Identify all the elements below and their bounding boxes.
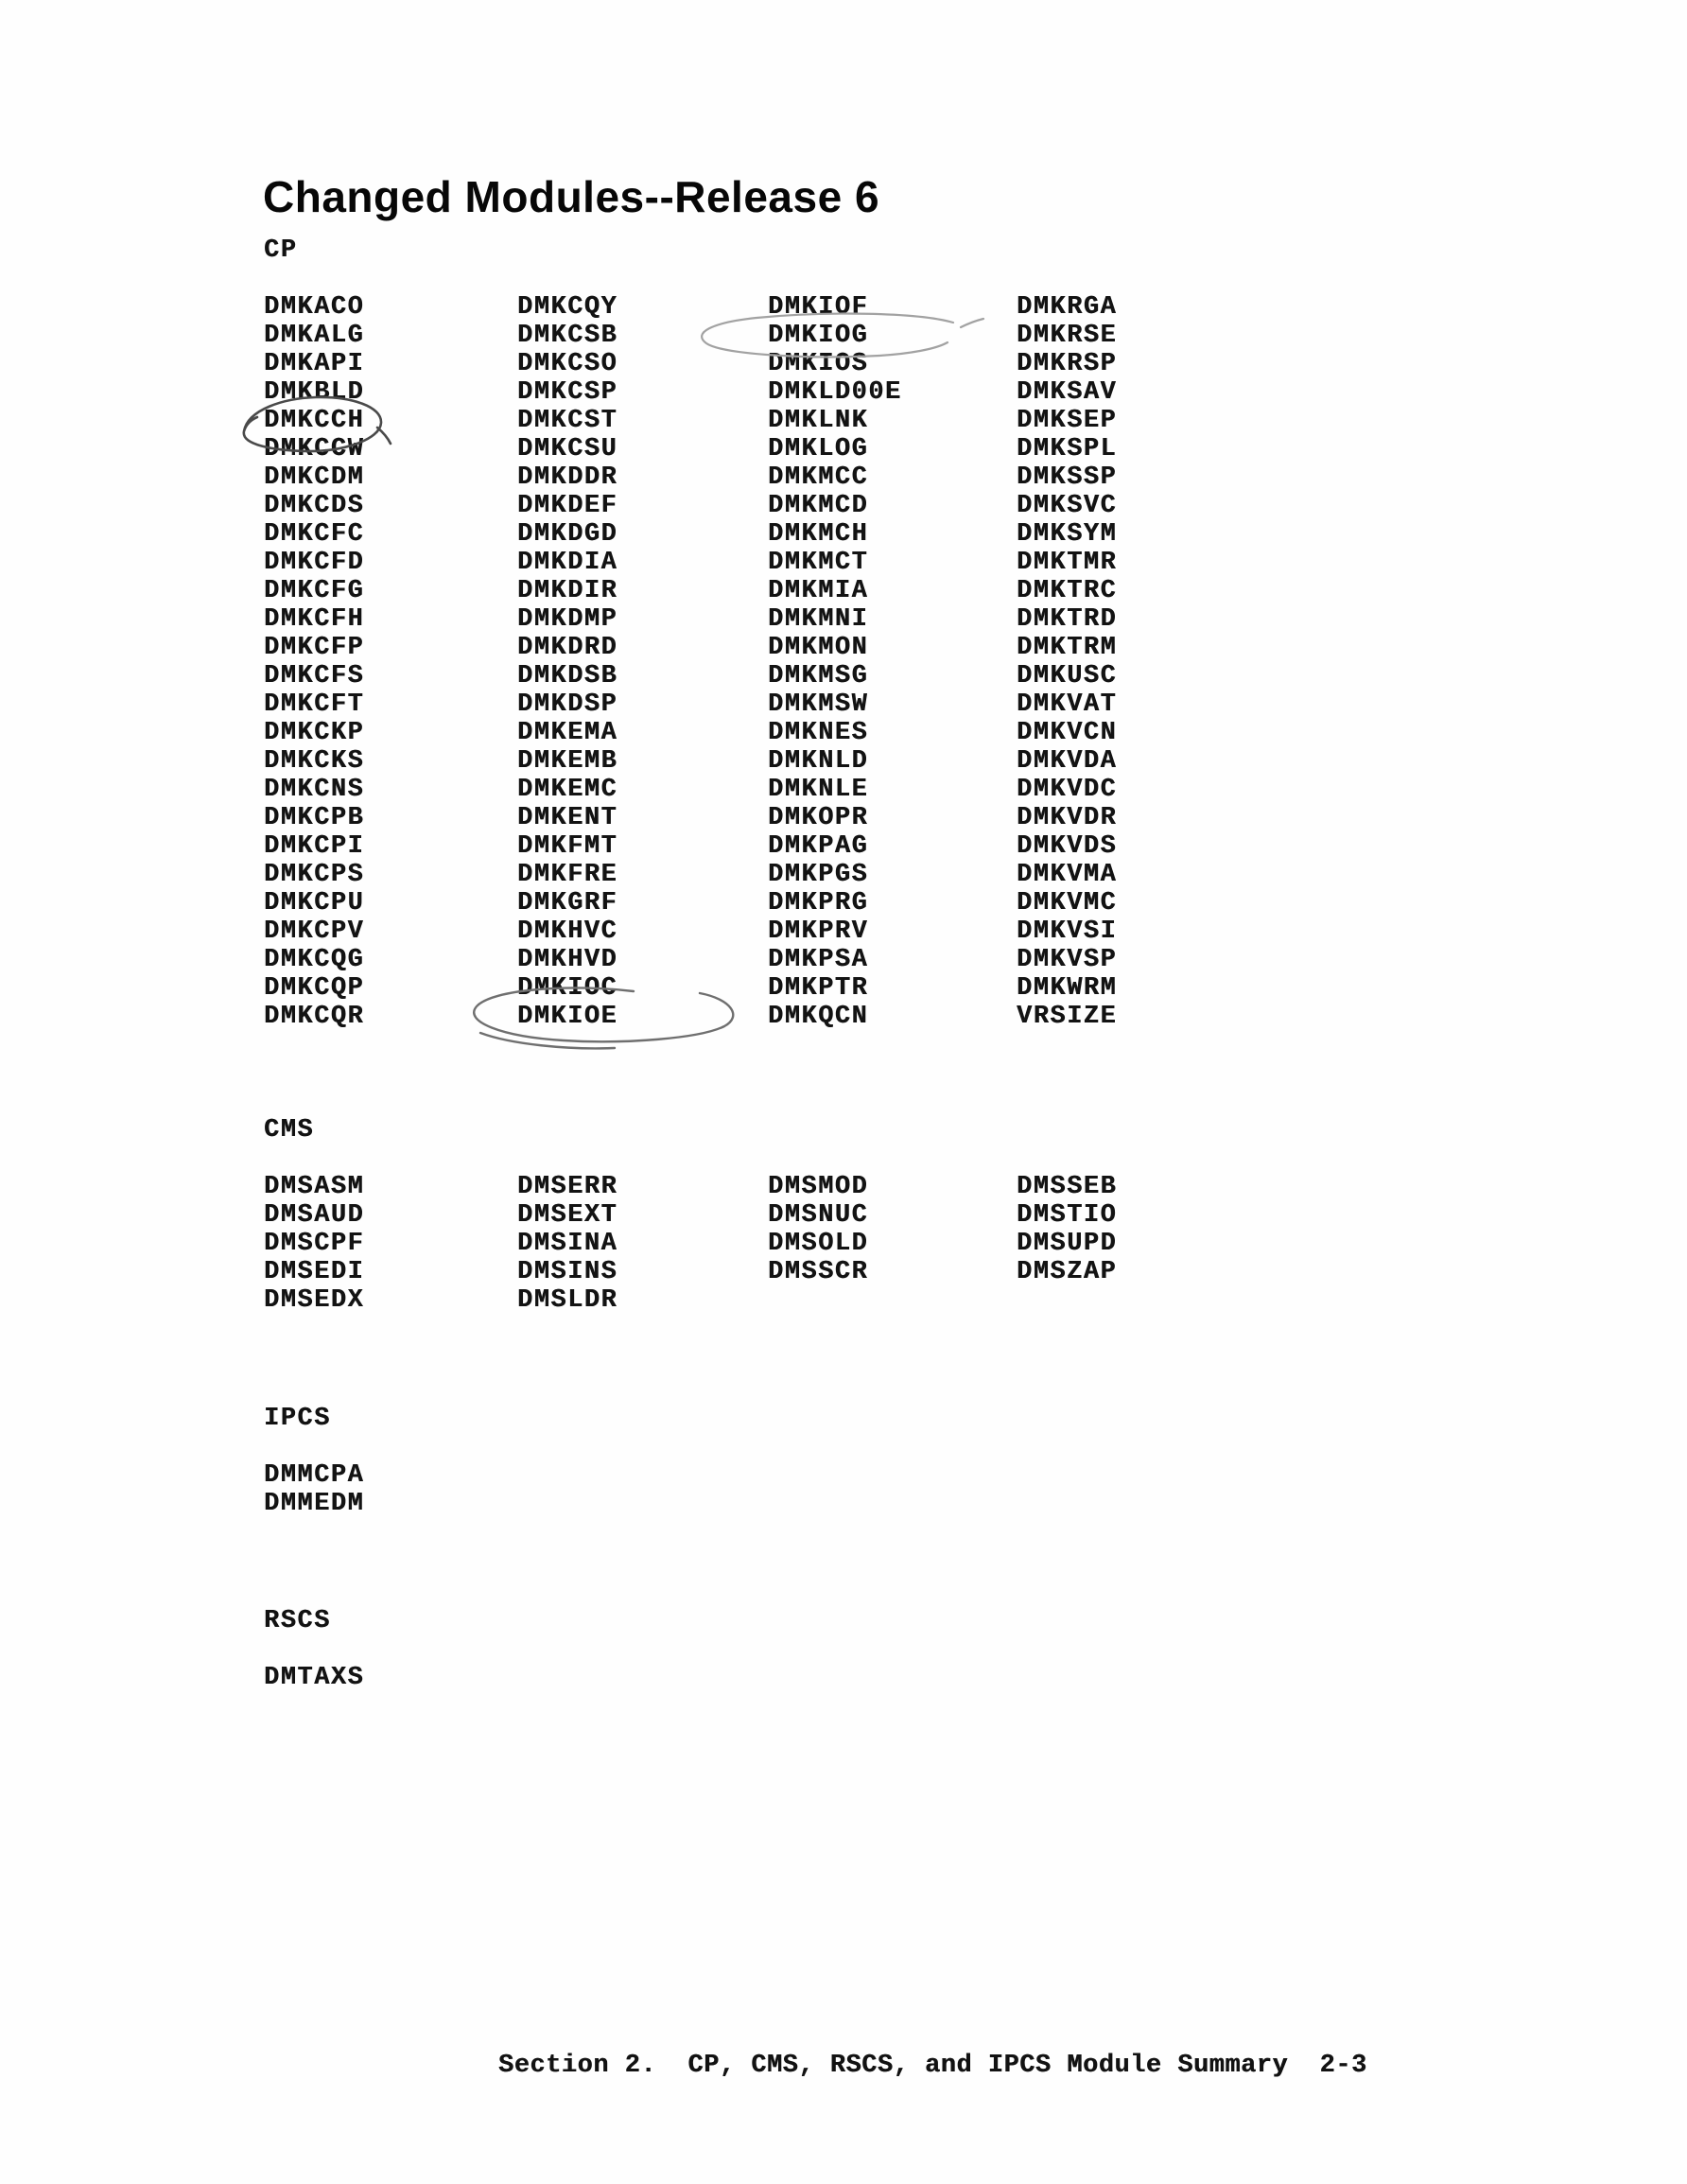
module-name: DMKVDA	[1017, 747, 1118, 776]
module-name: DMKNLD	[768, 747, 869, 776]
module-name: DMKFMT	[517, 832, 618, 861]
module-name: DMSCPF	[264, 1230, 365, 1258]
module-name: DMSINS	[517, 1258, 618, 1286]
module-name: DMKCDS	[264, 492, 365, 520]
module-name: DMKCPS	[264, 861, 365, 889]
module-name: DMKHVD	[517, 946, 618, 974]
module-name: DMKCFC	[264, 520, 365, 549]
module-name: DMKVDC	[1017, 776, 1118, 804]
module-name: DMKHVC	[517, 917, 618, 946]
module-name: DMKIOG	[768, 322, 869, 350]
section-rscs	[264, 1607, 365, 1692]
section-label-cp: CP	[264, 236, 298, 265]
module-name: DMKVMA	[1017, 861, 1118, 889]
module-name: DMSASM	[264, 1173, 365, 1201]
module-name: DMKBLD	[264, 378, 365, 407]
section-cms	[264, 1116, 1118, 1315]
module-name: DMKCFS	[264, 662, 365, 690]
module-name: DMSEDI	[264, 1258, 365, 1286]
module-name: DMSEXT	[517, 1201, 618, 1230]
module-name: DMKENT	[517, 804, 618, 832]
module-name: DMMEDM	[264, 1490, 365, 1518]
module-name: DMSLDR	[517, 1286, 618, 1315]
module-name: DMKDRD	[517, 634, 618, 662]
module-name: DMSERR	[517, 1173, 618, 1201]
section-label-cms: CMS	[264, 1116, 315, 1144]
module-name: DMSTIO	[1017, 1201, 1118, 1230]
module-name: DMKCPV	[264, 917, 365, 946]
module-name: DMTAXS	[264, 1664, 365, 1692]
module-name: DMKDIA	[517, 549, 618, 577]
module-name: DMKCSU	[517, 435, 618, 463]
module-name: DMKCSP	[517, 378, 618, 407]
module-name: DMKCCW	[264, 435, 365, 463]
module-name: DMKCFP	[264, 634, 365, 662]
module-name: DMKACO	[264, 293, 365, 322]
module-column	[1017, 293, 1258, 1031]
module-name: DMKNES	[768, 719, 869, 747]
module-column	[264, 293, 505, 1031]
module-name: DMKMON	[768, 634, 869, 662]
module-name: DMKFRE	[517, 861, 618, 889]
module-name: DMKCPB	[264, 804, 365, 832]
section-label-rscs: RSCS	[264, 1607, 331, 1635]
module-name: DMKQCN	[768, 1003, 869, 1031]
module-name: DMKTRC	[1017, 577, 1118, 605]
module-name: DMKMNI	[768, 605, 869, 634]
module-name: DMKOPR	[768, 804, 869, 832]
module-name: DMKDMP	[517, 605, 618, 634]
module-name: DMSMOD	[768, 1173, 869, 1201]
module-name: DMKIOE	[517, 1003, 618, 1031]
module-name: DMKCKP	[264, 719, 365, 747]
module-name: DMKLD00E	[768, 378, 902, 407]
module-name: DMKCPU	[264, 889, 365, 917]
module-name: DMKNLE	[768, 776, 869, 804]
module-name: DMKDSP	[517, 690, 618, 719]
module-name: DMKSEP	[1017, 407, 1118, 435]
module-name: DMKPTR	[768, 974, 869, 1003]
module-name: DMKCQP	[264, 974, 365, 1003]
module-name: DMKDGD	[517, 520, 618, 549]
module-name: DMKMIA	[768, 577, 869, 605]
module-name: DMKPSA	[768, 946, 869, 974]
module-name: DMSZAP	[1017, 1258, 1118, 1286]
module-name: DMKIOS	[768, 350, 869, 378]
page-title: Changed Modules--Release 6	[263, 171, 880, 221]
module-name: DMSEDX	[264, 1286, 365, 1315]
module-name: DMKSPL	[1017, 435, 1118, 463]
module-name: DMKEMC	[517, 776, 618, 804]
module-name: DMKDDR	[517, 463, 618, 492]
module-name: DMKRSP	[1017, 350, 1118, 378]
module-name: DMKMSW	[768, 690, 869, 719]
module-name: DMKCST	[517, 407, 618, 435]
module-name: DMKSVC	[1017, 492, 1118, 520]
module-name: DMKTRM	[1017, 634, 1118, 662]
module-name: DMKCFG	[264, 577, 365, 605]
module-name: DMKDIR	[517, 577, 618, 605]
module-column	[768, 1173, 1009, 1286]
module-column	[1017, 1173, 1258, 1286]
module-column	[768, 293, 1009, 1031]
module-name: DMKCFT	[264, 690, 365, 719]
module-name: DMKCFD	[264, 549, 365, 577]
module-name: DMSNUC	[768, 1201, 869, 1230]
module-name: DMKMSG	[768, 662, 869, 690]
module-name: DMKEMB	[517, 747, 618, 776]
module-name: DMKMCD	[768, 492, 869, 520]
module-name: DMKPRV	[768, 917, 869, 946]
module-name: DMKEMA	[517, 719, 618, 747]
page-footer: Section 2. CP, CMS, RSCS, and IPCS Module Summary 2-3	[498, 2052, 1367, 2080]
module-column	[264, 1664, 505, 1692]
module-name: DMKTMR	[1017, 549, 1118, 577]
module-name: DMKCQY	[517, 293, 618, 322]
module-name: DMSAUD	[264, 1201, 365, 1230]
module-name: DMKGRF	[517, 889, 618, 917]
module-name: DMKCSB	[517, 322, 618, 350]
module-name: DMKSSP	[1017, 463, 1118, 492]
module-name: DMSSCR	[768, 1258, 869, 1286]
module-name: DMKALG	[264, 322, 365, 350]
module-name: DMSUPD	[1017, 1230, 1118, 1258]
module-name: DMKTRD	[1017, 605, 1118, 634]
module-name: DMKPGS	[768, 861, 869, 889]
module-name: DMKCCH	[264, 407, 365, 435]
module-name: DMKVCN	[1017, 719, 1118, 747]
module-name: DMKMCT	[768, 549, 869, 577]
module-column	[264, 1173, 505, 1315]
module-name: DMKRSE	[1017, 322, 1118, 350]
module-name: DMSSEB	[1017, 1173, 1118, 1201]
module-name: DMKCSO	[517, 350, 618, 378]
module-name: DMKMCC	[768, 463, 869, 492]
module-name: DMSINA	[517, 1230, 618, 1258]
module-name: DMKWRM	[1017, 974, 1118, 1003]
module-name: DMKCNS	[264, 776, 365, 804]
module-name: DMKMCH	[768, 520, 869, 549]
module-name: DMKLNK	[768, 407, 869, 435]
section-label-ipcs: IPCS	[264, 1405, 331, 1433]
module-column	[264, 1461, 505, 1518]
module-name: DMKCQR	[264, 1003, 365, 1031]
module-name: DMKIOC	[517, 974, 618, 1003]
module-name: VRSIZE	[1017, 1003, 1118, 1031]
section-cp	[264, 236, 1118, 1031]
section-ipcs	[264, 1405, 365, 1518]
module-name: DMKVSI	[1017, 917, 1118, 946]
module-name: DMKIOF	[768, 293, 869, 322]
module-name: DMKCDM	[264, 463, 365, 492]
module-name: DMKDEF	[517, 492, 618, 520]
module-name: DMKVDS	[1017, 832, 1118, 861]
module-name: DMKCPI	[264, 832, 365, 861]
module-name: DMKDSB	[517, 662, 618, 690]
module-name: DMMCPA	[264, 1461, 365, 1490]
module-name: DMKPRG	[768, 889, 869, 917]
module-name: DMSOLD	[768, 1230, 869, 1258]
module-name: DMKSAV	[1017, 378, 1118, 407]
module-name: DMKPAG	[768, 832, 869, 861]
module-name: DMKAPI	[264, 350, 365, 378]
module-name: DMKVDR	[1017, 804, 1118, 832]
module-name: DMKCKS	[264, 747, 365, 776]
module-column	[517, 293, 758, 1031]
module-name: DMKVSP	[1017, 946, 1118, 974]
module-name: DMKVMC	[1017, 889, 1118, 917]
module-name: DMKLOG	[768, 435, 869, 463]
module-name: DMKVAT	[1017, 690, 1118, 719]
module-name: DMKUSC	[1017, 662, 1118, 690]
module-name: DMKSYM	[1017, 520, 1118, 549]
module-name: DMKCFH	[264, 605, 365, 634]
module-name: DMKCQG	[264, 946, 365, 974]
module-column	[517, 1173, 758, 1315]
module-name: DMKRGA	[1017, 293, 1118, 322]
